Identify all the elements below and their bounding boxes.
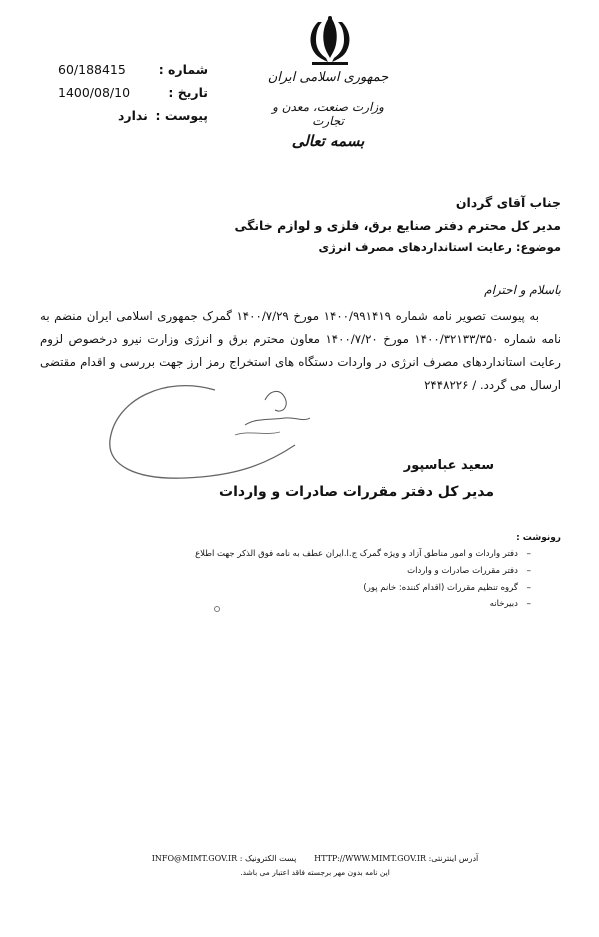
letter-number-value: 60/188415	[58, 62, 126, 77]
iran-emblem-icon	[304, 14, 356, 68]
signature-scribble-icon	[95, 370, 335, 500]
cc-heading: رونوشت :	[516, 533, 561, 543]
letter-date-label: تاریخ :	[168, 85, 208, 100]
signer-title: مدیر کل دفتر مقررات صادرات و واردات	[219, 484, 494, 500]
letter-attachment-value: ندارد	[118, 108, 148, 123]
cc-item-dash: –	[517, 566, 531, 576]
footer-email[interactable]: INFO@MIMT.GOV.IR	[151, 854, 238, 863]
footer-address-label: آدرس اینترنتی:	[428, 854, 479, 863]
small-circle-mark	[214, 606, 220, 612]
footer-email-label: پست الکترونیک :	[239, 854, 297, 863]
cc-item-text: گروه تنظیم مقررات (اقدام کننده: خانم پور)	[363, 583, 518, 593]
cc-item	[363, 583, 531, 593]
letter-subject: موضوع: رعایت استانداردهای مصرف انرژی	[318, 240, 561, 254]
recipient-name: جناب آقای گردان	[455, 195, 561, 210]
cc-item	[407, 566, 531, 576]
footer-contact	[150, 854, 480, 863]
letter-body: به پیوست تصویر نامه شماره ۱۴۰۰/۹۹۱۴۱۹ مورخ ۱۴۰۰/۷/۲۹ گمرک جمهوری اسلامی ایران منضم به نامه شماره ۱۴۰۰/۳۲۱۳۳/۳۵۰ مورخ ۱۴۰۰/۷/۲۰ معاون محترم برق و انرژی وزارت نیرو درخصوص لزوم رعایت استانداردهای مصرف انرژی در واردات دستگاه های استخراج رمز ارز جهت بررسی و اقدام مقتضی ارسال می گردد. / ۲۴۴۸۲۲۶	[40, 309, 561, 392]
letter-number-label: شماره :	[158, 62, 208, 77]
cc-item-text: دبیرخانه	[489, 599, 518, 609]
letter-attachment-label: پیوست :	[155, 108, 208, 123]
footer-validity-note: این نامه بدون مهر برجسته فاقد اعتبار می باشد.	[240, 868, 390, 877]
cc-item-dash: –	[517, 549, 531, 559]
recipient-title: مدیر کل محترم دفتر صنایع برق، فلزی و لوازم خانگی	[234, 218, 561, 233]
letter-date-value: 1400/08/10	[58, 85, 131, 100]
cc-item	[195, 549, 531, 559]
greeting: باسلام و احترام	[484, 283, 561, 297]
footer-website[interactable]: HTTP://WWW.MIMT.GOV.IR	[314, 854, 427, 863]
cc-item-text: دفتر مقررات صادرات و واردات	[407, 566, 518, 576]
letterhead-basmala: بسمه تعالی	[291, 132, 365, 150]
cc-item-dash: –	[517, 583, 531, 593]
letterhead-ministry: وزارت صنعت، معدن و تجارت	[272, 100, 384, 128]
cc-item-dash: –	[517, 599, 531, 609]
cc-item-text: دفتر واردات و امور مناطق آزاد و ویژه گمرک ج.ا.ایران عطف به نامه فوق الذکر جهت اطلاع	[195, 549, 518, 559]
letterhead-country: جمهوری اسلامی ایران	[267, 70, 389, 85]
signer-name: سعید عباسپور	[403, 458, 494, 473]
cc-item	[490, 599, 531, 609]
